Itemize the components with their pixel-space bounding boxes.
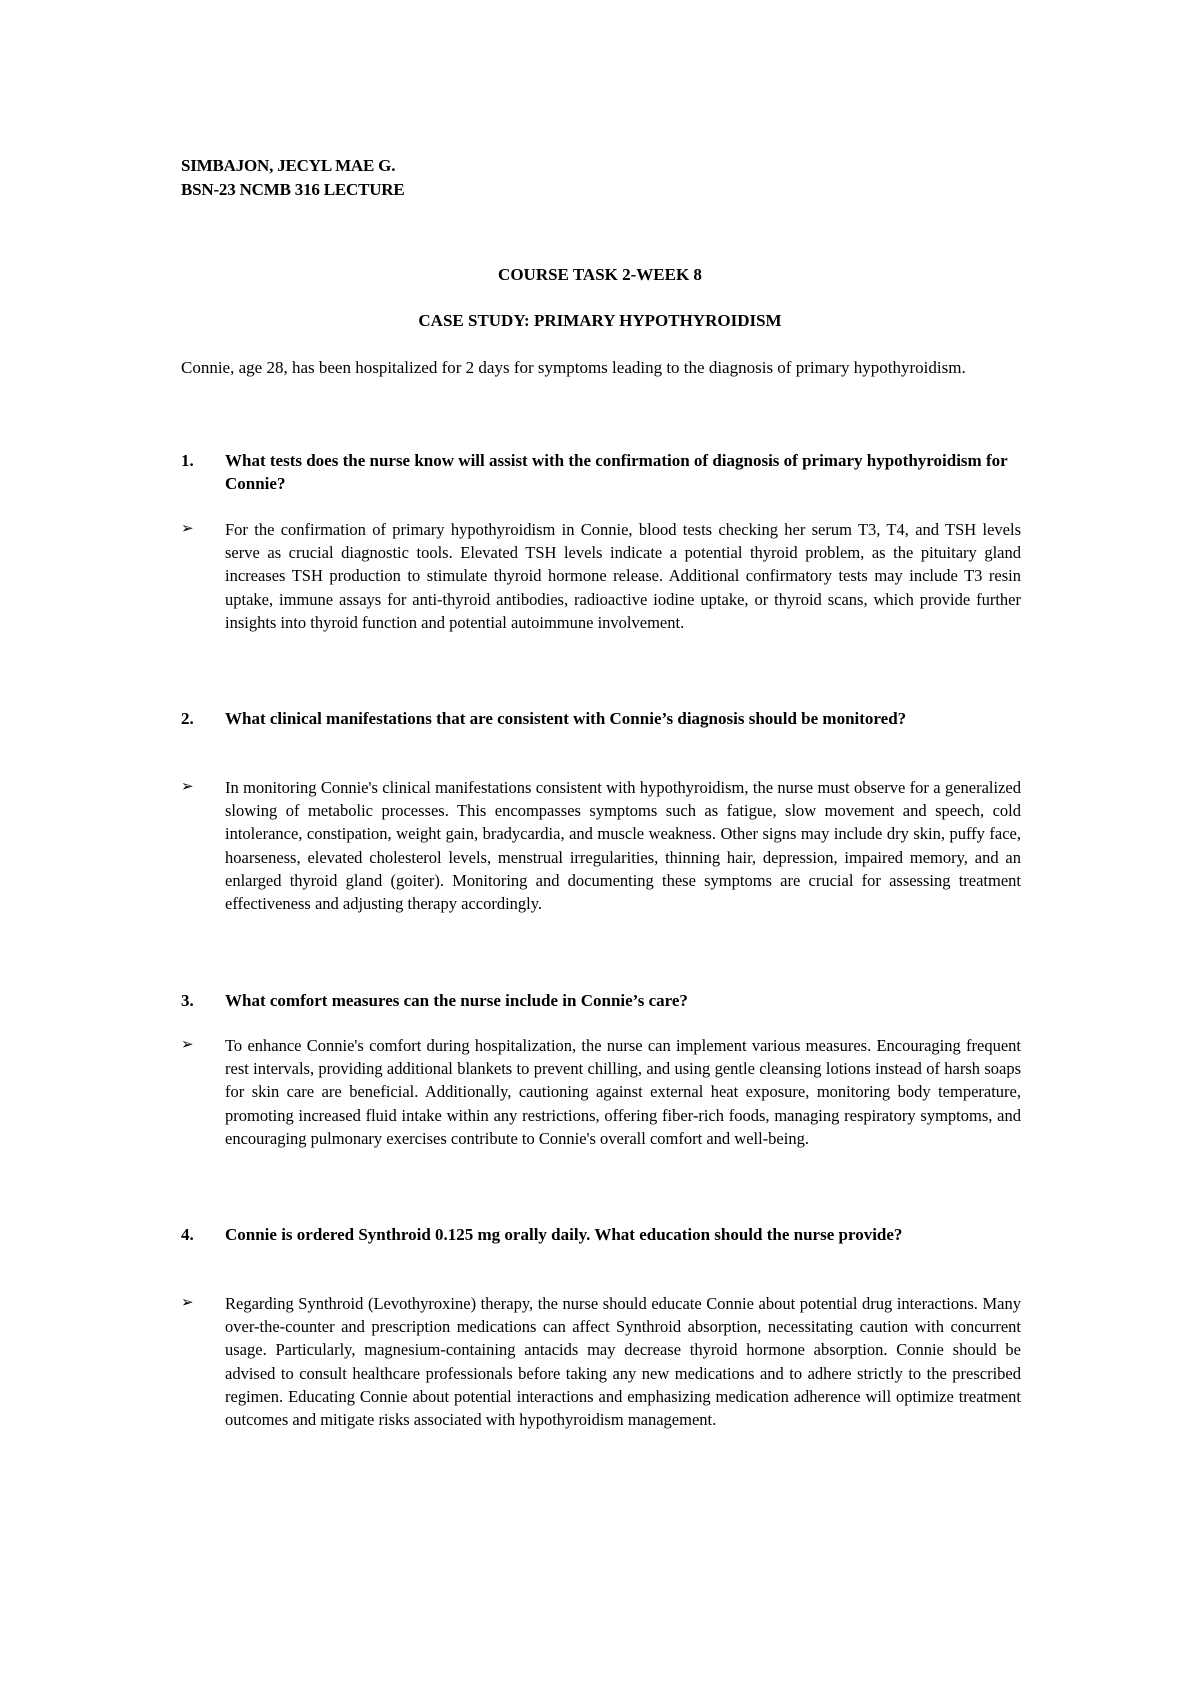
question-text: What comfort measures can the nurse include in Connie’s care? <box>225 991 688 1010</box>
question-text: Connie is ordered Synthroid 0.125 mg orally daily. What education should the nurse provide? <box>225 1225 903 1244</box>
student-name: SIMBAJON, JECYL MAE G. <box>181 156 396 175</box>
arrow-bullet-icon: ➢ <box>181 779 194 795</box>
document-header <box>181 154 405 202</box>
answer-text: For the confirmation of primary hypothyroidism in Connie, blood tests checking her serum T3, T4, and TSH levels serve as crucial diagnostic tools. Elevated TSH levels indicate a potential thyroid problem, as the pituitary gland increases TSH production to stimulate thyroid hormone release. Additional confirmatory tests may include T3 resin uptake, immune assays for anti-thyroid antibodies, radioactive iodine uptake, or thyroid scans, which provide further insights into thyroid function and potential autoimmune involvement. <box>225 520 1021 632</box>
arrow-bullet-icon: ➢ <box>181 1295 194 1311</box>
document-title: COURSE TASK 2-WEEK 8 <box>498 265 702 284</box>
question-1 <box>181 449 1021 495</box>
question-number: 1. <box>181 451 194 470</box>
case-intro: Connie, age 28, has been hospitalized for 2 days for symptoms leading to the diagnosis of primary hypothyroidism. <box>181 358 966 377</box>
answer-text: To enhance Connie's comfort during hospitalization, the nurse can implement various measures. Encouraging frequent rest intervals, providing additional blankets to prevent chilling, and using gentle cleansing lotions instead of harsh soaps for skin care are beneficial. Additionally, cautioning against external heat exposure, monitoring body temperature, promoting increased fluid intake within any restrictions, offering fiber-rich foods, managing respiratory symptoms, and encouraging pulmonary exercises contribute to Connie's overall comfort and well-being. <box>225 1036 1021 1148</box>
arrow-bullet-icon: ➢ <box>181 1037 194 1053</box>
course-code: BSN-23 NCMB 316 LECTURE <box>181 180 405 199</box>
question-text: What tests does the nurse know will assist with the confirmation of diagnosis of primary hypothyroidism for Connie? <box>225 451 1008 493</box>
case-study-title: CASE STUDY: PRIMARY HYPOTHYROIDISM <box>418 311 782 330</box>
question-number: 2. <box>181 709 194 728</box>
answer-text: In monitoring Connie's clinical manifestations consistent with hypothyroidism, the nurse must observe for a generalized slowing of metabolic processes. This encompasses symptoms such as fatigue, slow movement and speech, cold intolerance, constipation, weight gain, bradycardia, and muscle weakness. Other signs may include dry skin, puffy face, hoarseness, elevated cholesterol levels, menstrual irregularities, thinning hair, depression, impaired memory, and an enlarged thyroid gland (goiter). Monitoring and documenting these symptoms are crucial for assessing treatment effectiveness and adjusting therapy accordingly. <box>225 778 1021 914</box>
answer-3 <box>181 1034 1021 1150</box>
answer-4 <box>181 1292 1021 1431</box>
answer-text: Regarding Synthroid (Levothyroxine) therapy, the nurse should educate Connie about potential drug interactions. Many over-the-counter and prescription medications can affect Synthroid absorption, necessitating caution with concurrent usage. Particularly, magnesium-containing antacids may decrease thyroid hormone absorption. Connie should be advised to consult healthcare professionals before taking any new medications and to adhere strictly to the prescribed regimen. Educating Connie about potential interactions and emphasizing medication adherence will optimize treatment outcomes and mitigate risks associated with hypothyroidism management. <box>225 1294 1021 1430</box>
question-text: What clinical manifestations that are consistent with Connie’s diagnosis should be monitored? <box>225 709 907 728</box>
question-number: 3. <box>181 991 194 1010</box>
question-3 <box>181 989 1021 1012</box>
question-4 <box>181 1223 1021 1246</box>
question-2 <box>181 707 1021 730</box>
question-number: 4. <box>181 1225 194 1244</box>
answer-1 <box>181 518 1021 634</box>
answer-2 <box>181 776 1021 915</box>
arrow-bullet-icon: ➢ <box>181 521 194 537</box>
